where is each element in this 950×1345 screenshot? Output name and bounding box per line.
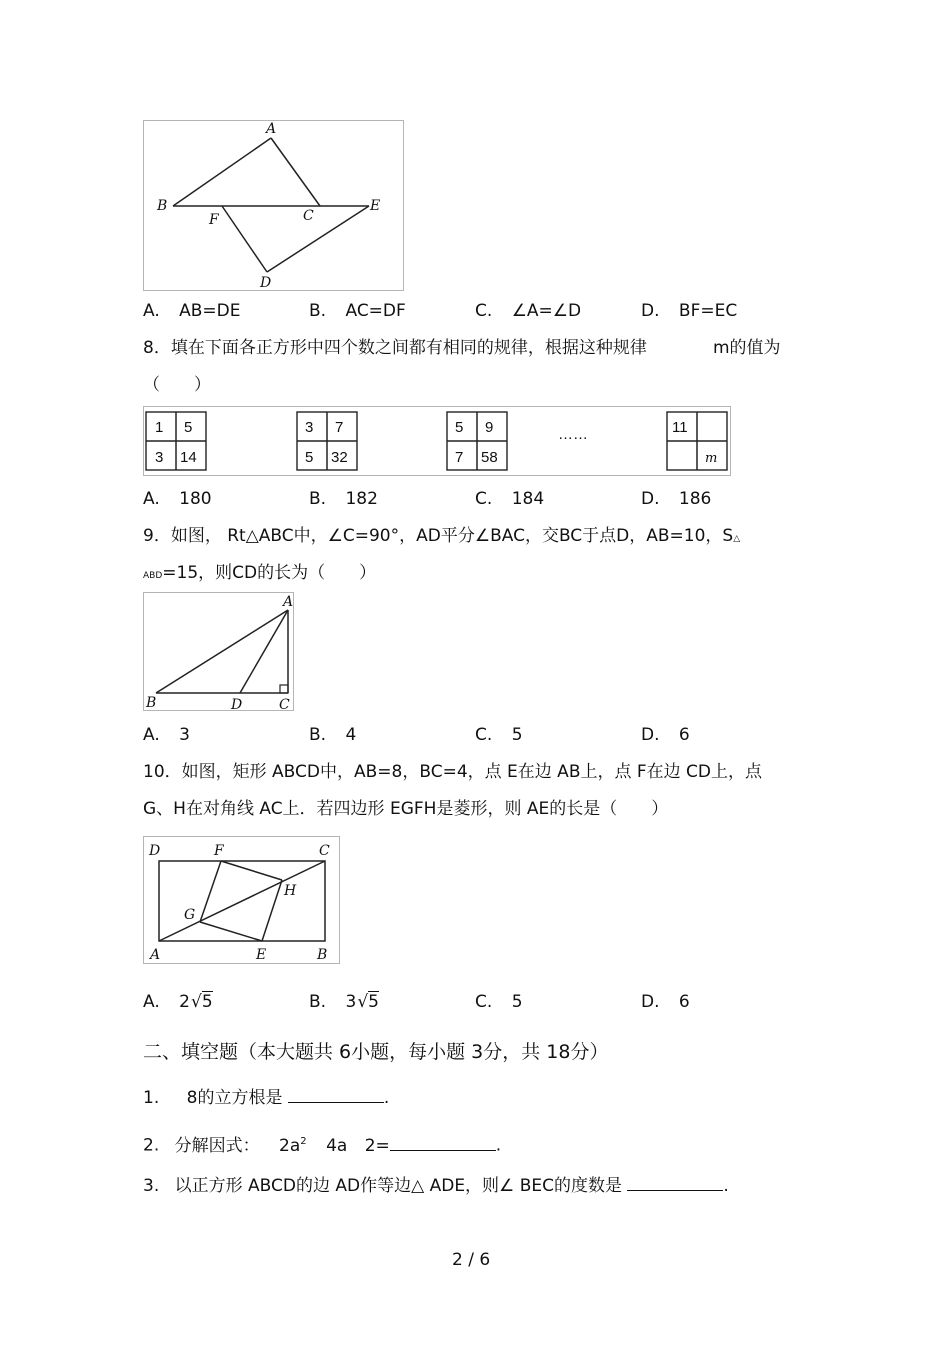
- svg-text:5: 5: [455, 419, 464, 436]
- svg-text:11: 11: [672, 419, 688, 436]
- q8-figure: [143, 406, 731, 476]
- q7-label-e: E: [370, 198, 381, 214]
- section-2-title: 二、填空题（本大题共 6小题，每小题 3分，共 18分）: [143, 1041, 609, 1063]
- svg-text:58: 58: [481, 449, 498, 466]
- q8-ellipsis: ……: [558, 426, 588, 443]
- fill-q2: 2. 分解因式： $2a^2$ 4a 2= .: [143, 1135, 502, 1156]
- q10-label-d: D: [149, 843, 161, 859]
- q9-option-a: A. 3: [143, 725, 190, 745]
- q9-option-b: B. 4: [309, 725, 357, 745]
- q7-option-c: C. ∠A=∠D: [475, 301, 582, 321]
- q7-figure: [143, 120, 404, 291]
- q10-figure: [143, 836, 340, 964]
- q10-label-f: F: [214, 843, 224, 859]
- page-number: 2 / 6: [452, 1250, 491, 1270]
- q9-option-c: C. 5: [475, 725, 523, 745]
- svg-text:7: 7: [335, 419, 344, 436]
- q7-option-d: D. BF=EC: [641, 301, 738, 321]
- q10-label-c: C: [319, 843, 330, 859]
- q9-label-b: B: [146, 695, 157, 710]
- fill-q2-blank[interactable]: [390, 1134, 496, 1151]
- q8-option-a: A. 180: [143, 489, 212, 509]
- q9-label-d: D: [231, 697, 243, 710]
- q10-option-a: A. 2√5: [143, 992, 213, 1012]
- svg-text:1: 1: [155, 419, 164, 436]
- q10-option-c: C. 5: [475, 992, 523, 1012]
- q8-square-2: [297, 412, 357, 470]
- q7-diagram: [144, 121, 403, 290]
- svg-text:7: 7: [455, 449, 464, 466]
- fill-q1-blank[interactable]: [288, 1086, 384, 1103]
- svg-text:m: m: [705, 451, 718, 466]
- svg-text:9: 9: [485, 419, 494, 436]
- q9-label-a: A: [283, 594, 293, 610]
- q8-option-b: B. 182: [309, 489, 378, 509]
- svg-text:5: 5: [305, 449, 314, 466]
- q10-label-a: A: [150, 947, 161, 963]
- q9-stem-line2: ABD=15，则CD的长为（ ）: [143, 563, 377, 583]
- svg-text:32: 32: [331, 449, 348, 466]
- fill-q3-blank[interactable]: [627, 1174, 723, 1191]
- q8-square-4: [667, 412, 727, 470]
- q7-label-f: F: [209, 212, 219, 228]
- q10-option-b: B. 3√5: [309, 992, 379, 1012]
- q8-stem-m: m的值为: [713, 338, 781, 358]
- q8-square-1: [146, 412, 206, 470]
- q9-figure: [143, 592, 294, 711]
- svg-text:3: 3: [305, 419, 314, 436]
- q8-stem-line1: 8．填在下面各正方形中四个数之间都有相同的规律，根据这种规律: [143, 338, 647, 358]
- q8-option-c: C. 184: [475, 489, 545, 509]
- q10-label-b: B: [317, 947, 328, 963]
- q9-label-c: C: [279, 697, 290, 710]
- q9-stem-line1: 9．如图， Rt△ABC中，∠C=90°，AD平分∠BAC，交BC于点D，AB=10，S△: [143, 526, 741, 546]
- svg-text:3: 3: [155, 449, 164, 466]
- fill-q3: 3. 以正方形 ABCD的边 AD作等边△ ADE，则∠ BEC的度数是 .: [143, 1176, 729, 1196]
- q8-option-d: D. 186: [641, 489, 712, 509]
- q7-option-b: B. AC=DF: [309, 301, 406, 321]
- q10-label-h: H: [284, 883, 297, 899]
- q8-square-3: [447, 412, 507, 470]
- q7-label-a: A: [266, 121, 277, 137]
- q10-label-g: G: [184, 907, 196, 923]
- q10-label-e: E: [256, 947, 267, 963]
- q7-label-d: D: [260, 275, 272, 290]
- q10-stem-line2: G、H在对角线 AC上．若四边形 EGFH是菱形，则 AE的长是（ ）: [143, 799, 669, 819]
- q8-stem-line2: （ ）: [143, 375, 211, 395]
- q7-option-a: A. AB=DE: [143, 301, 241, 321]
- fill-q1: 1. 8的立方根是 .: [143, 1088, 390, 1108]
- q10-stem-line1: 10．如图，矩形 ABCD中，AB=8，BC=4，点 E在边 AB上，点 F在边 CD上，点: [143, 762, 763, 782]
- q7-label-b: B: [157, 198, 168, 214]
- q7-label-c: C: [303, 208, 314, 224]
- svg-text:14: 14: [180, 449, 197, 466]
- q10-option-d: D. 6: [641, 992, 690, 1012]
- svg-text:5: 5: [184, 419, 193, 436]
- q9-option-d: D. 6: [641, 725, 690, 745]
